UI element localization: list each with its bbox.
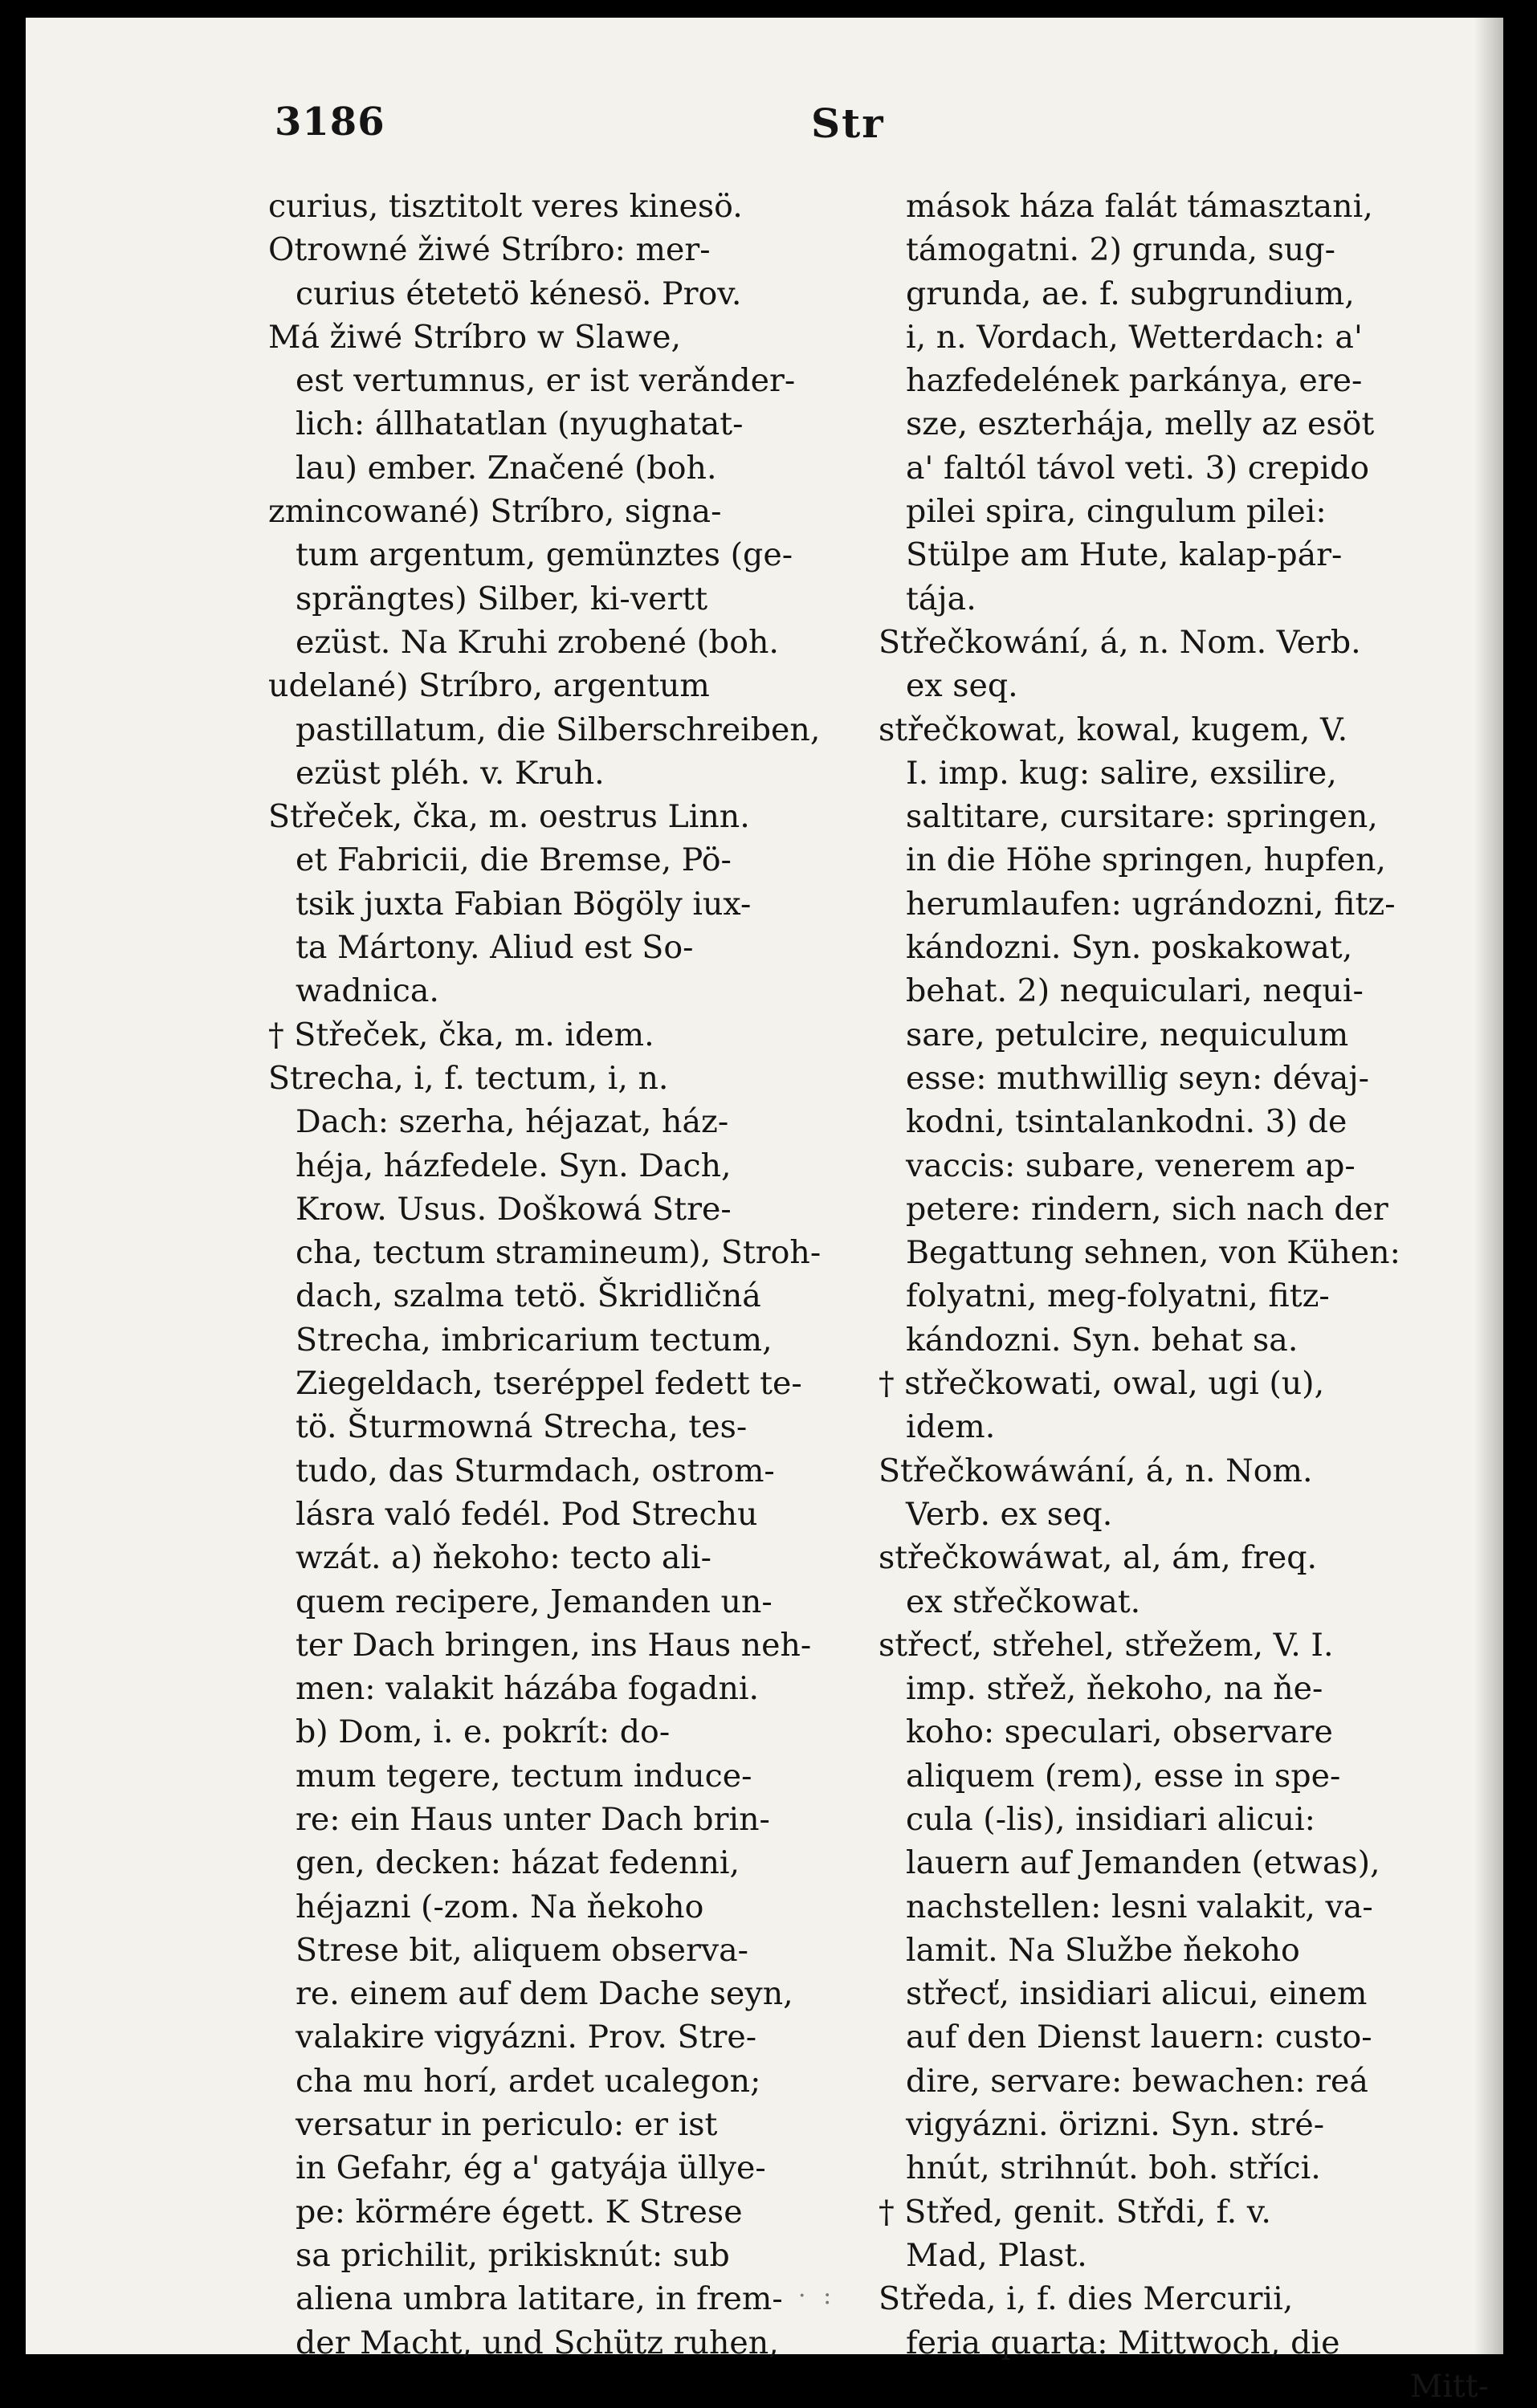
dictionary-line: Strese bit, aliquem observa-	[296, 1931, 749, 1969]
running-head: Str	[811, 100, 885, 147]
dictionary-line: b) Dom, i. e. pokrít: do-	[296, 1713, 671, 1751]
dictionary-line: héjazni (-zom. Na ňekoho	[296, 1888, 704, 1925]
dictionary-line: lamit. Na Službe ňekoho	[906, 1931, 1300, 1969]
dictionary-line: střečkowáwat, al, ám, freq.	[879, 1539, 1318, 1577]
dictionary-line: petere: rindern, sich nach der	[906, 1190, 1388, 1228]
dictionary-line: lásra való fedél. Pod Strechu	[296, 1495, 758, 1533]
dictionary-line: ter Dach bringen, ins Haus neh-	[296, 1626, 812, 1664]
dictionary-line: saltitare, cursitare: springen,	[906, 798, 1378, 836]
dictionary-line: Otrowné žiwé Stríbro: mer-	[268, 231, 711, 269]
dictionary-line: men: valakit házába fogadni.	[296, 1670, 760, 1708]
dictionary-line: der Macht, und Schütz ruhen,	[296, 2324, 779, 2361]
dictionary-line: támogatni. 2) grunda, sug-	[906, 231, 1335, 269]
dictionary-line: folyatni, meg-folyatni, fitz-	[906, 1277, 1330, 1315]
dictionary-line: Mad, Plast.	[906, 2236, 1087, 2274]
dictionary-line: Krow. Usus. Doškowá Stre-	[296, 1190, 732, 1228]
dictionary-line: wzát. a) ňekoho: tecto ali-	[296, 1539, 712, 1577]
dictionary-line: pe: körmére égett. K Strese	[296, 2193, 743, 2231]
dictionary-line: ezüst pléh. v. Kruh.	[296, 754, 605, 792]
dictionary-line: aliena umbra latitare, in frem-	[296, 2280, 783, 2318]
left-column	[268, 185, 862, 2365]
dictionary-line: tája.	[906, 580, 976, 617]
dictionary-line: udelané) Stríbro, argentum	[268, 667, 710, 705]
dictionary-line: zmincowané) Stríbro, signa-	[268, 493, 722, 531]
dictionary-line: Begattung sehnen, von Kühen:	[906, 1234, 1400, 1272]
dictionary-line: sprängtes) Silber, ki-vertt	[296, 580, 708, 617]
dictionary-line: quem recipere, Jemanden un-	[296, 1583, 773, 1620]
dictionary-line: dach, szalma tetö. Škridličná	[296, 1277, 761, 1315]
ink-speck: · :	[798, 2282, 837, 2310]
dictionary-line: ezüst. Na Kruhi zrobené (boh.	[296, 623, 779, 661]
dictionary-line: wadnica.	[296, 972, 439, 1010]
dictionary-line: Mitt-	[1409, 2367, 1489, 2405]
dictionary-line: cha, tectum stramineum), Stroh-	[296, 1234, 822, 1272]
dictionary-line: héja, házfedele. Syn. Dach,	[296, 1147, 732, 1184]
dictionary-line: vigyázni. örizni. Syn. stré-	[906, 2106, 1325, 2144]
dictionary-line: i, n. Vordach, Wetterdach: a'	[906, 318, 1363, 356]
dictionary-line: tö. Šturmowná Strecha, tes-	[296, 1408, 748, 1446]
dictionary-line: sare, petulcire, nequiculum	[906, 1016, 1349, 1053]
dictionary-line: re: ein Haus unter Dach brin-	[296, 1800, 770, 1838]
dictionary-line: střečkowat, kowal, kugem, V.	[879, 711, 1348, 748]
dictionary-line: ta Mártony. Aliud est So-	[296, 929, 694, 967]
dictionary-line: † Střeček, čka, m. idem.	[268, 1016, 654, 1053]
dictionary-line: Střečkowáwání, á, n. Nom.	[879, 1452, 1313, 1489]
dictionary-line: curius, tisztitolt veres kinesö.	[268, 188, 743, 225]
dictionary-line: herumlaufen: ugrándozni, fitz-	[906, 885, 1396, 923]
dictionary-line: pastillatum, die Silberschreiben,	[296, 711, 821, 748]
dictionary-line: a' faltól távol veti. 3) crepido	[906, 449, 1370, 487]
dictionary-line: versatur in periculo: er ist	[296, 2106, 718, 2144]
dictionary-line: ex seq.	[906, 667, 1018, 705]
dictionary-line: tsik juxta Fabian Bögöly iux-	[296, 885, 752, 923]
dictionary-line: † střečkowati, owal, ugi (u),	[879, 1365, 1325, 1403]
dictionary-line: kándozni. Syn. behat sa.	[906, 1321, 1298, 1359]
dictionary-line: esse: muthwillig seyn: dévaj-	[906, 1059, 1369, 1097]
dictionary-line: ex střečkowat.	[906, 1583, 1141, 1620]
dictionary-line: in Gefahr, ég a' gatyája üllye-	[296, 2149, 766, 2187]
dictionary-line: hazfedelének parkánya, ere-	[906, 362, 1363, 400]
dictionary-line: Verb. ex seq.	[906, 1495, 1113, 1533]
dictionary-line: Má žiwé Stríbro w Slawe,	[268, 318, 682, 356]
dictionary-line: est vertumnus, er ist verǎnder-	[296, 362, 796, 400]
page-number: 3186	[275, 100, 385, 145]
dictionary-line: koho: speculari, observare	[906, 1713, 1333, 1751]
dictionary-line: Strecha, imbricarium tectum,	[296, 1321, 773, 1359]
dictionary-line: auf den Dienst lauern: custo-	[906, 2019, 1372, 2056]
dictionary-line: aliquem (rem), esse in spe-	[906, 1757, 1341, 1795]
dictionary-line: tudo, das Sturmdach, ostrom-	[296, 1452, 775, 1489]
dictionary-line: mások háza falát támasztani,	[906, 188, 1373, 225]
dictionary-line: Střeček, čka, m. oestrus Linn.	[268, 798, 750, 836]
dictionary-line: imp. střež, ňekoho, na ňe-	[906, 1670, 1323, 1708]
dictionary-line: lich: állhatatlan (nyughatat-	[296, 405, 744, 443]
dictionary-line: vaccis: subare, venerem ap-	[906, 1147, 1356, 1184]
dictionary-line: hnút, strihnút. boh. stříci.	[906, 2149, 1321, 2187]
dictionary-line: † Střed, genit. Střdi, f. v.	[879, 2193, 1271, 2231]
dictionary-line: cula (-lis), insidiari alicui:	[906, 1800, 1315, 1838]
dictionary-line: valakire vigyázni. Prov. Stre-	[296, 2019, 757, 2056]
book-page	[26, 18, 1503, 2405]
dictionary-line: et Fabricii, die Bremse, Pö-	[296, 841, 732, 879]
dictionary-line: curius étetetö kénesö. Prov.	[296, 275, 742, 312]
dictionary-line: cha mu horí, ardet ucalegon;	[296, 2062, 761, 2100]
dictionary-line: střecť, insidiari alicui, einem	[906, 1975, 1368, 2013]
dictionary-line: Střečkowání, á, n. Nom. Verb.	[879, 623, 1361, 661]
dictionary-line: kodni, tsintalankodni. 3) de	[906, 1103, 1347, 1141]
dictionary-line: grunda, ae. f. subgrundium,	[906, 275, 1355, 312]
dictionary-line: lau) ember. Značené (boh.	[296, 449, 717, 487]
dictionary-line: in die Höhe springen, hupfen,	[906, 841, 1386, 879]
dictionary-line: sa prichilit, prikisknút: sub	[296, 2236, 730, 2274]
dictionary-line: re. einem auf dem Dache seyn,	[296, 1975, 793, 2013]
dictionary-line: dire, servare: bewachen: reá	[906, 2062, 1368, 2100]
dictionary-line: střecť, střehel, střežem, V. I.	[879, 1626, 1334, 1664]
dictionary-line: sze, eszterhája, melly az esöt	[906, 405, 1375, 443]
dictionary-line: Středa, i, f. dies Mercurii,	[879, 2280, 1294, 2318]
dictionary-line: tum argentum, gemünztes (ge-	[296, 536, 793, 574]
dictionary-line: gen, decken: házat fedenni,	[296, 1844, 740, 1882]
dictionary-line: mum tegere, tectum induce-	[296, 1757, 752, 1795]
dictionary-line: Stülpe am Hute, kalap-pár-	[906, 536, 1343, 574]
dictionary-line: pilei spira, cingulum pilei:	[906, 493, 1327, 531]
dictionary-line: Ziegeldach, tseréppel fedett te-	[296, 1365, 802, 1403]
dictionary-line: feria quarta: Mittwoch, die	[906, 2324, 1340, 2361]
dictionary-line: lauern auf Jemanden (etwas),	[906, 1844, 1380, 1882]
dictionary-line: I. imp. kug: salire, exsilire,	[906, 754, 1337, 792]
dictionary-line: kándozni. Syn. poskakowat,	[906, 929, 1353, 967]
page-header	[26, 100, 1503, 156]
dictionary-line: Dach: szerha, héjazat, ház-	[296, 1103, 729, 1141]
dictionary-line: behat. 2) nequiculari, nequi-	[906, 972, 1364, 1010]
right-column	[879, 185, 1489, 2408]
dictionary-line: nachstellen: lesni valakit, va-	[906, 1888, 1373, 1925]
dictionary-line: idem.	[906, 1408, 996, 1446]
dictionary-line: Strecha, i, f. tectum, i, n.	[268, 1059, 669, 1097]
